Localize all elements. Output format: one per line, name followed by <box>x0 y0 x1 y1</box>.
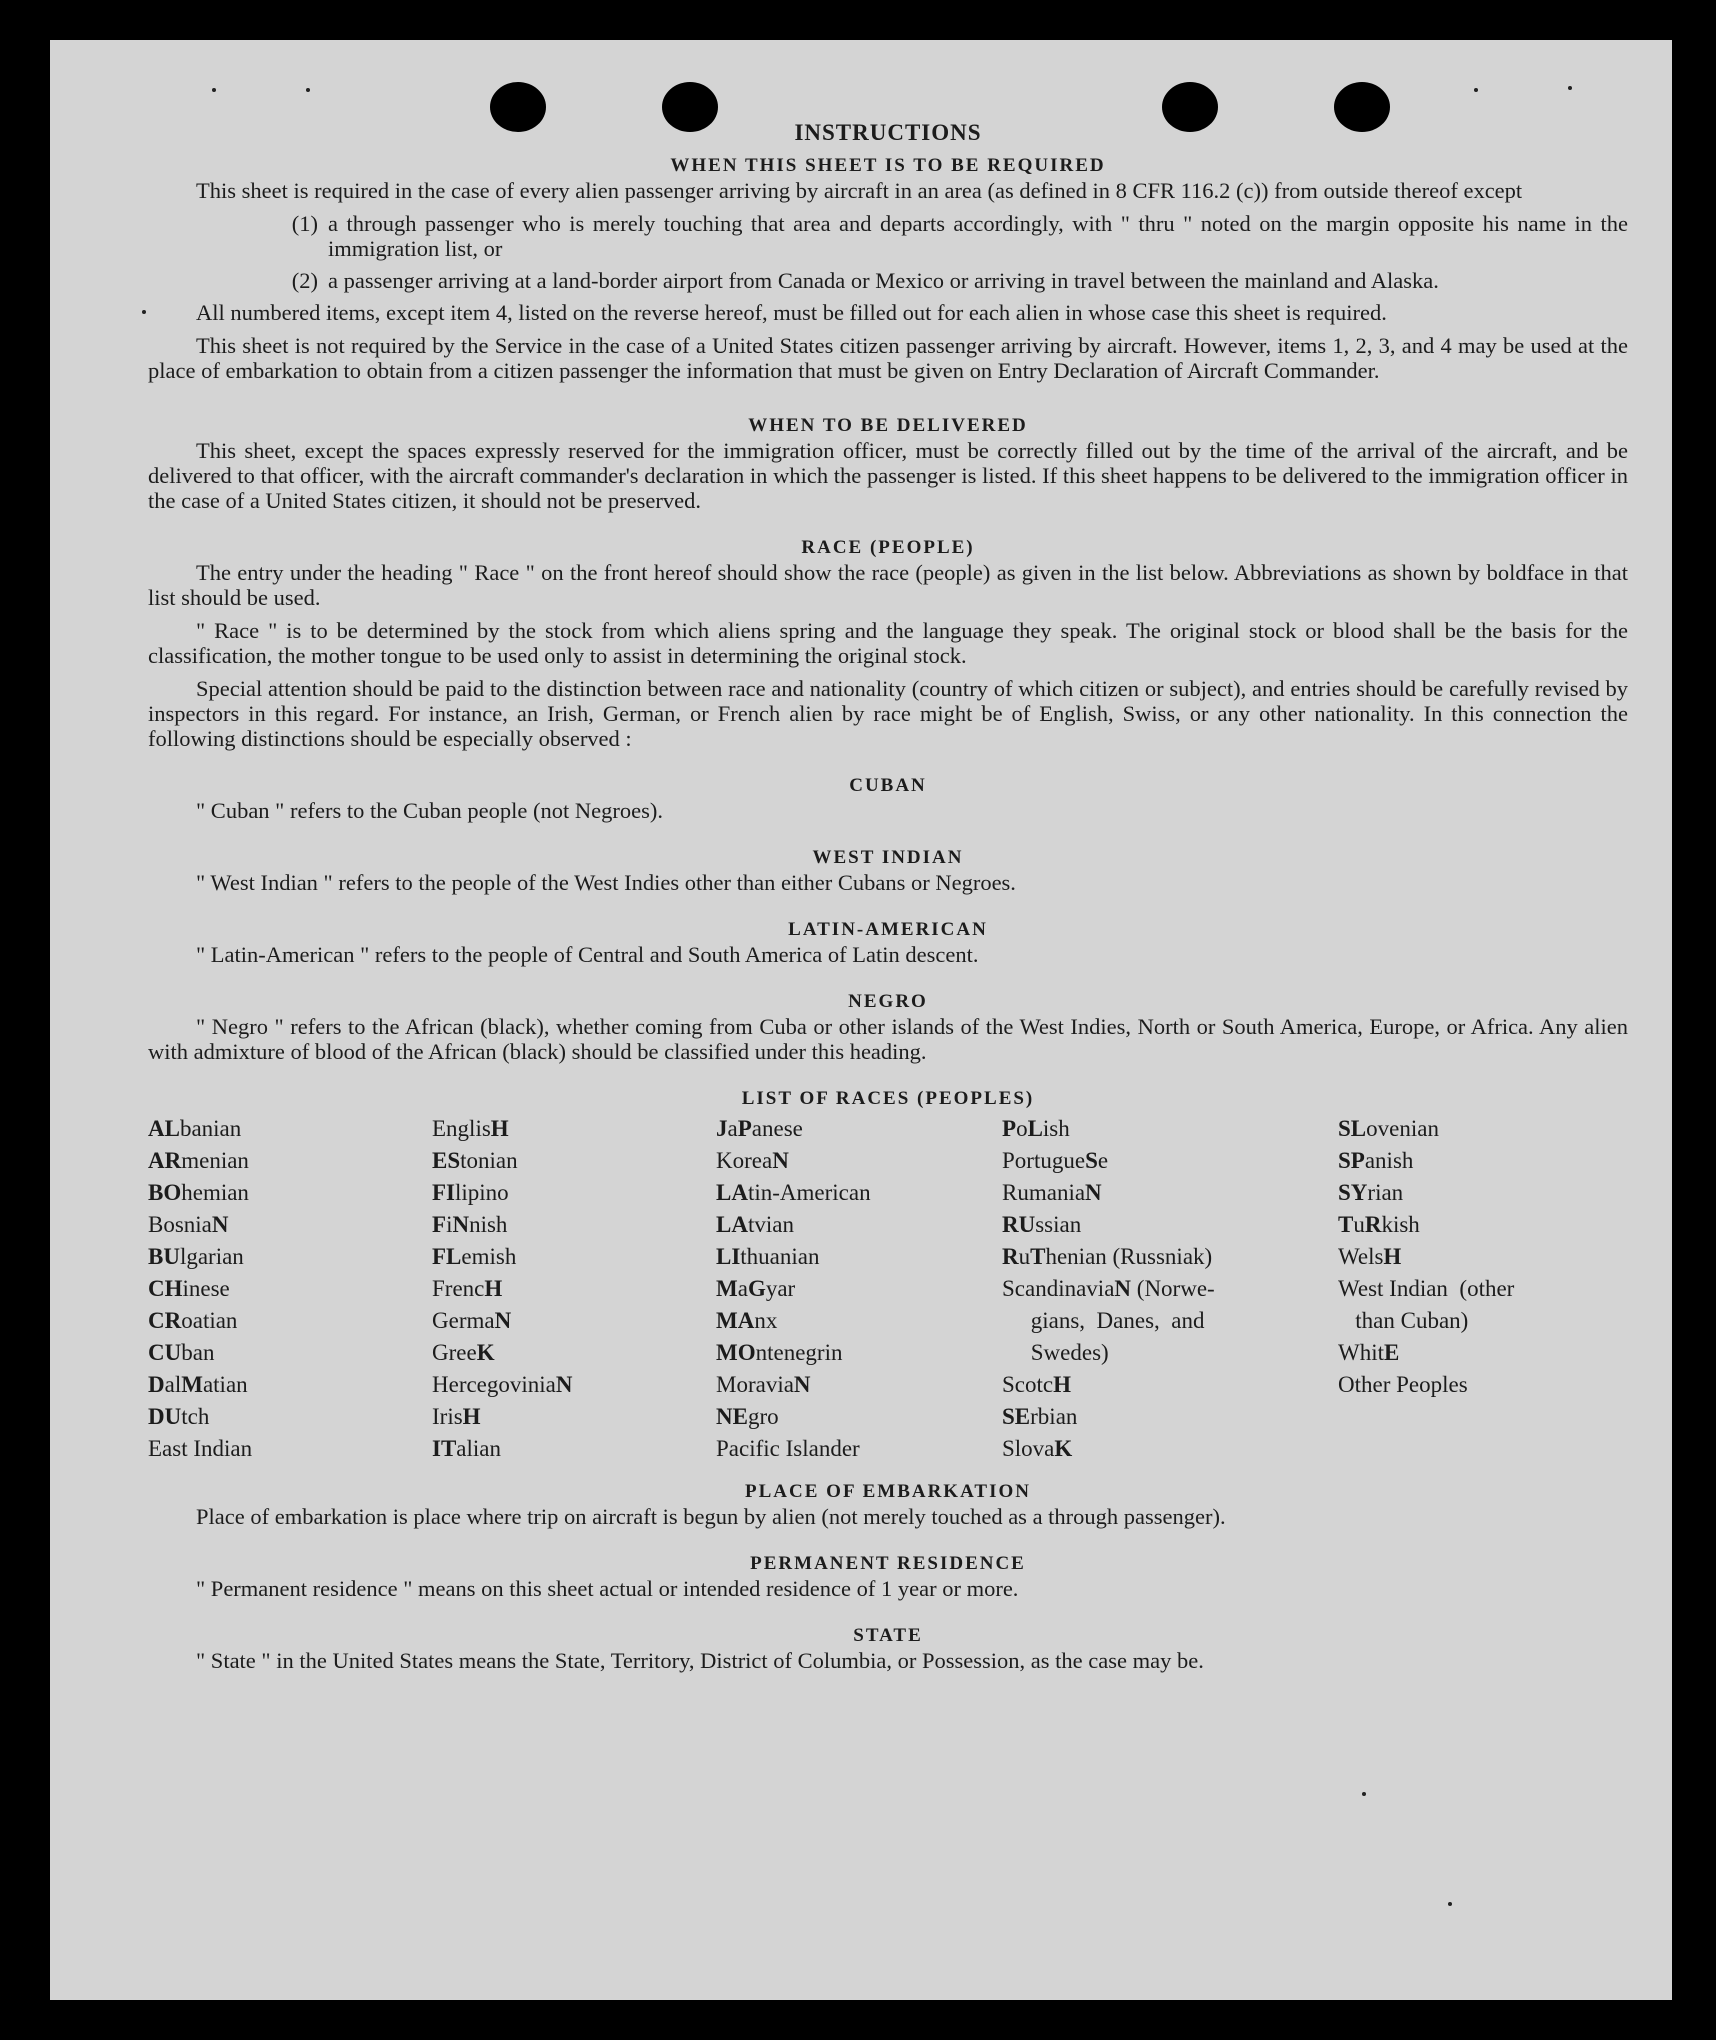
race-text: Whit <box>1338 1340 1384 1365</box>
race-abbrev: IT <box>432 1436 457 1461</box>
race-text: i <box>446 1212 453 1237</box>
paragraph: " Negro " refers to the African (black), whether coming from Cuba or other islands of the West Indies, North or South America, Europe, or Africa. Any alien with admixture of blood of the African (black) should be classified under this heading. <box>148 1014 1628 1064</box>
race-abbrev: N <box>555 1372 573 1397</box>
heading-cuban: CUBAN <box>849 775 927 796</box>
race-abbrev: T <box>1030 1244 1046 1269</box>
race-entry <box>1002 1177 1338 1209</box>
paragraph: This sheet is required in the case of every alien passenger arriving by aircraft in an area (as defined in 8 CFR 116.2 (c)) from outside thereof except <box>196 178 1523 203</box>
list-item <box>148 268 1628 293</box>
race-abbrev: M <box>716 1276 738 1301</box>
race-abbrev: G <box>747 1276 766 1301</box>
race-entry <box>1002 1337 1338 1369</box>
race-text: Scotc <box>1002 1372 1054 1397</box>
race-text: ntenegrin <box>755 1340 843 1365</box>
race-entry <box>716 1401 1002 1433</box>
race-abbrev: F <box>432 1212 447 1237</box>
race-text: ssian <box>1035 1212 1082 1237</box>
race-abbrev: K <box>476 1340 495 1365</box>
paragraph: Special attention should be paid to the distinction between race and nationality (country of which citizen or subject), and entries should be carefully revised by inspectors in this regard. For instance, an Irish, German, or French alien by race might be of English, Swiss, or any other nationality. In this connection the following distinctions should be especially observed : <box>148 676 1628 751</box>
page-title: INSTRUCTIONS <box>794 120 982 145</box>
race-abbrev: SE <box>1002 1404 1031 1429</box>
race-abbrev: H <box>484 1276 503 1301</box>
race-text: nish <box>469 1212 508 1237</box>
item-number: (2) <box>291 268 318 293</box>
race-abbrev: E <box>1384 1340 1400 1365</box>
race-text: rian <box>1367 1180 1404 1205</box>
race-abbrev: N <box>211 1212 229 1237</box>
race-abbrev: BU <box>148 1244 180 1269</box>
race-text: East Indian <box>148 1436 253 1461</box>
race-entry <box>432 1305 716 1337</box>
race-text: ovenian <box>1366 1116 1439 1141</box>
race-text: anese <box>751 1116 803 1141</box>
paragraph: This sheet is not required by the Service in the case of a United States citizen passenger arriving by aircraft. However, items 1, 2, 3, and 4 may be used at the place of embarkation to obtain from a citizen passenger the information that must be given on Entry Declaration of Aircraft Commander. <box>148 333 1628 383</box>
race-entry <box>148 1337 432 1369</box>
race-abbrev: H <box>1053 1372 1071 1397</box>
race-text: thuanian <box>740 1244 820 1269</box>
race-abbrev: SY <box>1338 1180 1368 1205</box>
paragraph: " State " in the United States means the State, Territory, District of Columbia, or Possession, as the case may be. <box>196 1648 1204 1673</box>
race-text: Gree <box>432 1340 477 1365</box>
race-abbrev: N <box>494 1308 512 1333</box>
race-entry <box>1002 1113 1338 1145</box>
race-text: rbian <box>1030 1404 1078 1429</box>
race-abbrev: P <box>1002 1116 1017 1141</box>
race-abbrev: S <box>1085 1148 1098 1173</box>
race-text: Rumania <box>1002 1180 1086 1205</box>
race-abbrev: SP <box>1338 1148 1365 1173</box>
race-entry <box>148 1241 432 1273</box>
race-entry <box>1338 1305 1628 1337</box>
race-text: tvian <box>747 1212 794 1237</box>
race-text: banian <box>179 1116 242 1141</box>
race-entry <box>716 1209 1002 1241</box>
race-text: Slova <box>1002 1436 1055 1461</box>
race-text: menian <box>181 1148 249 1173</box>
race-text: atian <box>202 1372 248 1397</box>
race-entry <box>1338 1273 1628 1305</box>
race-text: a <box>737 1276 748 1301</box>
race-text: Scandinavia <box>1002 1276 1115 1301</box>
race-entry <box>716 1305 1002 1337</box>
race-entry <box>148 1113 432 1145</box>
race-entry <box>432 1113 716 1145</box>
race-entry <box>432 1433 716 1465</box>
instructions-content <box>148 120 1628 1681</box>
race-entry <box>1002 1305 1338 1337</box>
heading-when-delivered: WHEN TO BE DELIVERED <box>748 415 1028 436</box>
race-entry <box>1338 1337 1628 1369</box>
race-entry <box>716 1433 1002 1465</box>
race-abbrev: CU <box>148 1340 182 1365</box>
races-column <box>1338 1113 1628 1465</box>
paragraph: All numbered items, except item 4, listed on the reverse hereof, must be filled out for each alien in whose case this sheet is required. <box>196 300 1387 325</box>
race-text: West Indian (other <box>1338 1276 1515 1301</box>
race-entry <box>1002 1209 1338 1241</box>
race-text: ish <box>1042 1116 1070 1141</box>
race-text: ban <box>181 1340 215 1365</box>
race-entry <box>432 1241 716 1273</box>
race-entry <box>1002 1401 1338 1433</box>
item-number: (1) <box>291 211 318 236</box>
race-abbrev: AR <box>148 1148 182 1173</box>
race-abbrev: R <box>1002 1244 1019 1269</box>
heading-latin-american: LATIN-AMERICAN <box>788 919 988 940</box>
race-text: gians, Danes, and <box>1002 1308 1205 1333</box>
speck <box>142 310 146 314</box>
race-text: Frenc <box>432 1276 485 1301</box>
race-abbrev: CR <box>148 1308 182 1333</box>
race-entry <box>432 1273 716 1305</box>
race-entry <box>432 1177 716 1209</box>
race-text: Englis <box>432 1116 491 1141</box>
race-entry <box>432 1209 716 1241</box>
race-text: alian <box>456 1436 501 1461</box>
heading-permanent-residence: PERMANENT RESIDENCE <box>750 1553 1026 1574</box>
item-text: a through passenger who is merely touching that area and departs accordingly, with " thru " noted on the margin opposite his name in the immigration list, or <box>328 211 1628 261</box>
race-abbrev: SL <box>1338 1116 1367 1141</box>
race-text: nx <box>754 1308 778 1333</box>
race-abbrev: N <box>772 1148 789 1173</box>
race-abbrev: FI <box>432 1180 455 1205</box>
races-column <box>1002 1113 1338 1465</box>
race-entry <box>716 1241 1002 1273</box>
race-text: Pacific Islander <box>716 1436 860 1461</box>
race-entry <box>1002 1369 1338 1401</box>
speck <box>306 88 310 92</box>
race-text: Other Peoples <box>1338 1372 1468 1397</box>
speck <box>1448 1902 1452 1906</box>
race-entry <box>1002 1273 1338 1305</box>
race-text: tonian <box>460 1148 518 1173</box>
heading-race: RACE (PEOPLE) <box>801 537 975 558</box>
race-text: Wels <box>1338 1244 1384 1269</box>
race-text: tin-American <box>747 1180 871 1205</box>
speck <box>212 88 216 92</box>
races-table <box>148 1113 1628 1465</box>
race-text: (Norwe- <box>1131 1276 1215 1301</box>
race-abbrev: N <box>1114 1276 1132 1301</box>
paragraph: This sheet, except the spaces expressly reserved for the immigration officer, must be correctly filled out by the time of the arrival of the aircraft, and be delivered to that officer, with the aircraft commander's declaration in which the passenger is listed. If this sheet happens to be delivered to the immigration officer in the case of a United States citizen, it should not be preserved. <box>148 438 1628 513</box>
race-text: emish <box>461 1244 517 1269</box>
item-text: a passenger arriving at a land-border airport from Canada or Mexico or arriving in travel between the mainland and Alaska. <box>328 268 1439 293</box>
race-text: a <box>727 1116 738 1141</box>
race-abbrev: H <box>490 1116 509 1141</box>
race-entry <box>1002 1241 1338 1273</box>
race-entry <box>432 1337 716 1369</box>
paragraph: " West Indian " refers to the people of the West Indies other than either Cubans or Negroes. <box>196 870 1016 895</box>
paragraph: " Permanent residence " means on this sheet actual or intended residence of 1 year or more. <box>196 1576 1019 1601</box>
race-entry <box>148 1401 432 1433</box>
race-entry <box>1338 1177 1628 1209</box>
paragraph: " Latin-American " refers to the people of Central and South America of Latin descent. <box>196 942 979 967</box>
race-abbrev: MO <box>716 1340 756 1365</box>
heading-west-indian: WEST INDIAN <box>812 847 964 868</box>
race-text: lgarian <box>179 1244 244 1269</box>
race-entry <box>716 1273 1002 1305</box>
races-column <box>716 1113 1002 1465</box>
paragraph: " Race " is to be determined by the stock from which aliens spring and the language they speak. The original stock or blood shall be the basis for the classification, the mother tongue to be used only to assist in determining the original stock. <box>148 618 1628 668</box>
race-abbrev: MA <box>716 1308 755 1333</box>
heading-list-of-races: LIST OF RACES (PEOPLES) <box>741 1088 1035 1109</box>
race-entry <box>1338 1145 1628 1177</box>
heading-negro: NEGRO <box>848 991 928 1012</box>
document-sheet <box>50 40 1672 2000</box>
race-entry <box>1002 1145 1338 1177</box>
race-abbrev: L <box>1027 1116 1043 1141</box>
speck <box>1474 88 1478 92</box>
race-entry <box>432 1401 716 1433</box>
race-entry <box>148 1433 432 1465</box>
race-text: e <box>1097 1148 1109 1173</box>
race-abbrev: N <box>793 1372 811 1397</box>
race-abbrev: M <box>181 1372 203 1397</box>
race-entry <box>1338 1369 1628 1401</box>
list-item <box>148 211 1628 261</box>
race-entry <box>148 1145 432 1177</box>
race-abbrev: CH <box>148 1276 183 1301</box>
race-entry <box>148 1177 432 1209</box>
race-abbrev: H <box>462 1404 481 1429</box>
race-text: anish <box>1364 1148 1414 1173</box>
race-text: u <box>1353 1212 1365 1237</box>
race-text: Bosnia <box>148 1212 212 1237</box>
race-abbrev: LI <box>716 1244 741 1269</box>
race-text: al <box>164 1372 182 1397</box>
race-text: than Cuban) <box>1338 1308 1469 1333</box>
race-text: Hercegovinia <box>432 1372 556 1397</box>
race-entry <box>716 1337 1002 1369</box>
race-text: gro <box>747 1404 779 1429</box>
race-entry <box>716 1369 1002 1401</box>
race-abbrev: LA <box>716 1212 748 1237</box>
heading-when-required: WHEN THIS SHEET IS TO BE REQUIRED <box>670 155 1106 176</box>
race-text: Korea <box>716 1148 773 1173</box>
race-entry <box>148 1273 432 1305</box>
race-abbrev: J <box>716 1116 728 1141</box>
race-abbrev: AL <box>148 1116 180 1141</box>
race-text: inese <box>182 1276 230 1301</box>
race-entry <box>1338 1209 1628 1241</box>
race-entry <box>1338 1113 1628 1145</box>
race-text: o <box>1016 1116 1028 1141</box>
races-column <box>432 1113 716 1465</box>
race-text: oatian <box>181 1308 238 1333</box>
race-text: Germa <box>432 1308 495 1333</box>
race-entry <box>716 1177 1002 1209</box>
race-abbrev: H <box>1383 1244 1402 1269</box>
race-entry <box>148 1209 432 1241</box>
race-abbrev: RU <box>1002 1212 1036 1237</box>
race-abbrev: DU <box>148 1404 182 1429</box>
race-entry <box>432 1369 716 1401</box>
race-entry <box>148 1369 432 1401</box>
race-abbrev: N <box>1085 1180 1102 1205</box>
races-column <box>148 1113 432 1465</box>
race-text: yar <box>765 1276 796 1301</box>
race-text: Moravia <box>716 1372 794 1397</box>
race-abbrev: N <box>452 1212 470 1237</box>
race-text: henian (Russniak) <box>1045 1244 1213 1269</box>
race-abbrev: BO <box>148 1180 182 1205</box>
paragraph: " Cuban " refers to the Cuban people (not Negroes). <box>196 798 663 823</box>
race-abbrev: ES <box>432 1148 461 1173</box>
speck <box>1362 1792 1366 1796</box>
race-entry <box>1002 1433 1338 1465</box>
race-text: hemian <box>181 1180 249 1205</box>
race-entry <box>1338 1241 1628 1273</box>
speck <box>1568 86 1572 90</box>
race-entry <box>716 1113 1002 1145</box>
race-entry <box>716 1145 1002 1177</box>
paragraph: The entry under the heading " Race " on the front hereof should show the race (people) as given in the list below. Abbreviations as shown by boldface in that list should be used. <box>148 560 1628 610</box>
race-abbrev: FL <box>432 1244 462 1269</box>
race-entry <box>432 1145 716 1177</box>
race-text: tch <box>181 1404 210 1429</box>
heading-state: STATE <box>853 1625 923 1646</box>
paragraph: Place of embarkation is place where trip on aircraft is begun by alien (not merely touched as a through passenger). <box>196 1504 1226 1529</box>
race-text: Portugue <box>1002 1148 1086 1173</box>
race-text: Iris <box>432 1404 463 1429</box>
race-text: lipino <box>455 1180 509 1205</box>
race-abbrev: T <box>1338 1212 1354 1237</box>
race-abbrev: K <box>1054 1436 1073 1461</box>
race-abbrev: NE <box>716 1404 748 1429</box>
race-text: u <box>1018 1244 1031 1269</box>
race-text: Swedes) <box>1002 1340 1109 1365</box>
race-abbrev: LA <box>716 1180 748 1205</box>
race-entry <box>148 1305 432 1337</box>
heading-embarkation: PLACE OF EMBARKATION <box>745 1481 1031 1502</box>
race-text: kish <box>1381 1212 1420 1237</box>
race-abbrev: D <box>148 1372 165 1397</box>
race-abbrev: P <box>737 1116 752 1141</box>
race-abbrev: R <box>1364 1212 1382 1237</box>
